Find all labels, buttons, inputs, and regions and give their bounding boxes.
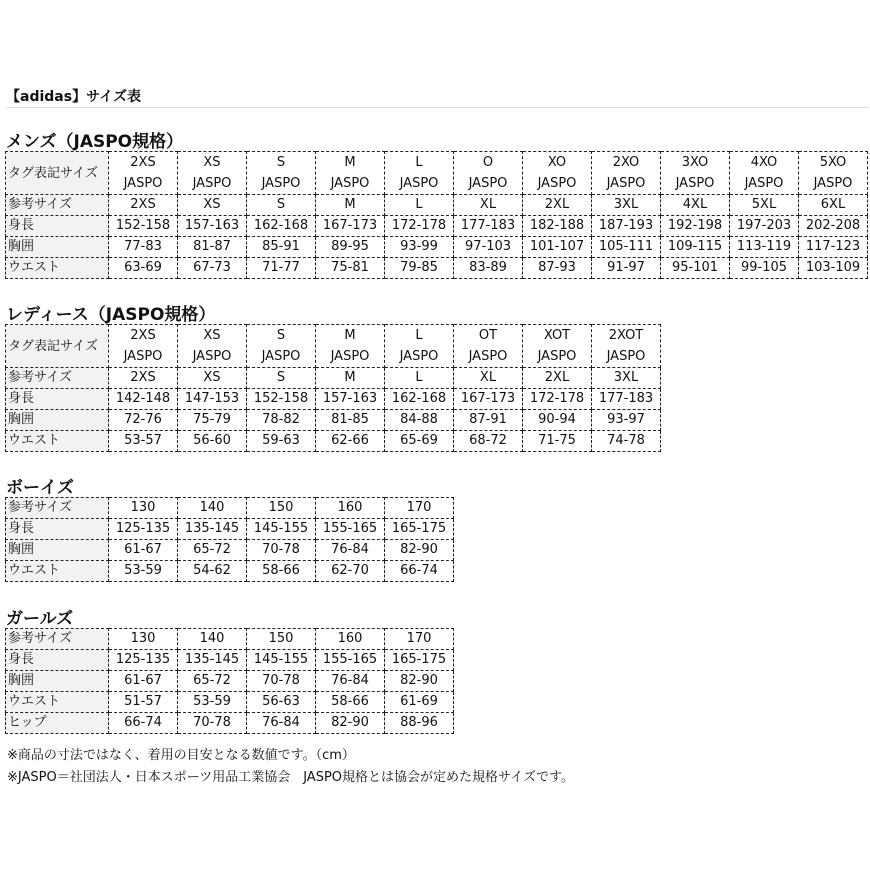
table-cell: 130: [109, 498, 178, 519]
table-cell: 170: [385, 498, 454, 519]
table-cell: 61-67: [109, 540, 178, 561]
table-cell: 61-69: [385, 692, 454, 713]
table-cell: 140: [178, 498, 247, 519]
tag-size-cell: [316, 152, 385, 195]
table-cell: 74-78: [592, 431, 661, 452]
table-cell: 157-163: [178, 216, 247, 237]
table-cell: 91-97: [592, 258, 661, 279]
tag-size-label: 2XO: [612, 155, 640, 170]
table-row: [6, 389, 661, 410]
tag-standard-label: JASPO: [261, 349, 301, 364]
tag-size-cell: [247, 152, 316, 195]
mens-section-title: メンズ（JASPO規格）: [6, 132, 184, 152]
table-cell: 56-63: [247, 692, 316, 713]
table-cell: 76-84: [316, 540, 385, 561]
table-cell: 117-123: [799, 237, 868, 258]
tag-size-cell: [109, 325, 178, 368]
table-cell: 177-183: [592, 389, 661, 410]
mens-size-table: [5, 151, 868, 279]
table-cell: L: [385, 195, 454, 216]
table-cell: 72-76: [109, 410, 178, 431]
tag-size-label: O: [482, 155, 494, 170]
table-cell: 109-115: [661, 237, 730, 258]
table-row: [6, 258, 868, 279]
row-label: 身長: [6, 216, 109, 237]
table-row-tag-size: [6, 152, 868, 195]
table-cell: 93-99: [385, 237, 454, 258]
table-cell: M: [316, 368, 385, 389]
table-cell: 150: [247, 629, 316, 650]
tag-standard-label: JASPO: [399, 176, 439, 191]
table-cell: 162-168: [385, 389, 454, 410]
row-label: 胸囲: [6, 237, 109, 258]
table-cell: 165-175: [385, 519, 454, 540]
table-cell: 61-67: [109, 671, 178, 692]
tag-size-label: 2XS: [130, 155, 156, 170]
table-cell: 145-155: [247, 650, 316, 671]
row-label: 参考サイズ: [6, 195, 109, 216]
table-cell: 65-72: [178, 540, 247, 561]
table-cell: 70-78: [247, 540, 316, 561]
table-cell: 75-79: [178, 410, 247, 431]
title-divider: [6, 107, 868, 108]
page-title: 【adidas】サイズ表: [6, 89, 141, 105]
table-cell: 68-72: [454, 431, 523, 452]
table-cell: 152-158: [247, 389, 316, 410]
table-cell: 79-85: [385, 258, 454, 279]
footnote-measurement: ※商品の寸法ではなく、着用の目安となる数値です。（cm）: [7, 748, 355, 763]
table-cell: 88-96: [385, 713, 454, 734]
boys-size-table: [5, 497, 454, 582]
table-cell: 51-57: [109, 692, 178, 713]
table-cell: 187-193: [592, 216, 661, 237]
table-cell: 3XL: [592, 195, 661, 216]
tag-standard-label: JASPO: [606, 349, 646, 364]
row-label: 胸囲: [6, 540, 109, 561]
tag-standard-label: JASPO: [330, 176, 370, 191]
table-cell: 105-111: [592, 237, 661, 258]
tag-standard-label: JASPO: [675, 176, 715, 191]
tag-size-cell: [454, 152, 523, 195]
tag-standard-label: JASPO: [744, 176, 784, 191]
tag-size-label: XO: [547, 155, 567, 170]
row-label: 胸囲: [6, 410, 109, 431]
row-label: 身長: [6, 519, 109, 540]
row-label: 胸囲: [6, 671, 109, 692]
table-cell: 70-78: [247, 671, 316, 692]
tag-size-label: XS: [203, 155, 221, 170]
table-cell: 89-95: [316, 237, 385, 258]
table-cell: 53-59: [178, 692, 247, 713]
tag-size-cell: [523, 325, 592, 368]
tag-size-cell: [178, 325, 247, 368]
table-cell: 170: [385, 629, 454, 650]
table-cell: XS: [178, 368, 247, 389]
table-cell: 82-90: [316, 713, 385, 734]
row-label: ウエスト: [6, 431, 109, 452]
table-row: [6, 540, 454, 561]
tag-size-cell: [454, 325, 523, 368]
table-row-tag-size: [6, 325, 661, 368]
tag-standard-label: JASPO: [537, 349, 577, 364]
table-cell: 2XS: [109, 195, 178, 216]
table-cell: 155-165: [316, 650, 385, 671]
tag-standard-label: JASPO: [330, 349, 370, 364]
table-cell: 71-75: [523, 431, 592, 452]
table-cell: 58-66: [247, 561, 316, 582]
row-label: ウエスト: [6, 692, 109, 713]
footnote-jaspo: ※JASPO＝社団法人・日本スポーツ用品工業協会 JASPO規格とは協会が定めた規格サイズです。: [7, 770, 574, 785]
tag-size-label: 5XO: [819, 155, 847, 170]
table-cell: 177-183: [454, 216, 523, 237]
row-label: 身長: [6, 389, 109, 410]
ladies-size-table: [5, 324, 661, 452]
tag-size-cell: [799, 152, 868, 195]
table-cell: 140: [178, 629, 247, 650]
tag-size-cell: [385, 152, 454, 195]
table-cell: L: [385, 368, 454, 389]
table-cell: 59-63: [247, 431, 316, 452]
tag-size-cell: [247, 325, 316, 368]
tag-size-cell: [592, 325, 661, 368]
tag-standard-label: JASPO: [192, 176, 232, 191]
table-cell: 77-83: [109, 237, 178, 258]
tag-standard-label: JASPO: [261, 176, 301, 191]
table-cell: M: [316, 195, 385, 216]
table-cell: S: [247, 368, 316, 389]
tag-size-label: 2XS: [130, 328, 156, 343]
table-cell: 66-74: [385, 561, 454, 582]
table-cell: 172-178: [385, 216, 454, 237]
table-cell: 99-105: [730, 258, 799, 279]
tag-size-label: 3XO: [681, 155, 709, 170]
tag-standard-label: JASPO: [123, 349, 163, 364]
row-label: ウエスト: [6, 258, 109, 279]
table-row: [6, 713, 454, 734]
table-cell: 125-135: [109, 519, 178, 540]
tag-size-label: L: [415, 155, 423, 170]
table-cell: 62-66: [316, 431, 385, 452]
table-cell: 90-94: [523, 410, 592, 431]
table-row: [6, 650, 454, 671]
table-cell: 93-97: [592, 410, 661, 431]
tag-size-cell: [316, 325, 385, 368]
ladies-section-title: レディース（JASPO規格）: [6, 305, 216, 325]
table-cell: 53-59: [109, 561, 178, 582]
table-row: [6, 629, 454, 650]
table-cell: 71-77: [247, 258, 316, 279]
table-cell: 58-66: [316, 692, 385, 713]
table-row: [6, 237, 868, 258]
table-row: [6, 410, 661, 431]
row-label: 身長: [6, 650, 109, 671]
table-row: [6, 195, 868, 216]
table-cell: 152-158: [109, 216, 178, 237]
table-cell: 65-69: [385, 431, 454, 452]
table-cell: 182-188: [523, 216, 592, 237]
table-cell: 82-90: [385, 671, 454, 692]
table-cell: 157-163: [316, 389, 385, 410]
table-cell: S: [247, 195, 316, 216]
table-cell: 62-70: [316, 561, 385, 582]
table-cell: 192-198: [661, 216, 730, 237]
table-cell: XS: [178, 195, 247, 216]
table-cell: 197-203: [730, 216, 799, 237]
table-cell: 167-173: [454, 389, 523, 410]
row-label: 参考サイズ: [6, 368, 109, 389]
row-label: タグ表記サイズ: [6, 152, 109, 195]
table-cell: 87-93: [523, 258, 592, 279]
tag-standard-label: JASPO: [399, 349, 439, 364]
girls-section-title: ガールズ: [6, 609, 74, 629]
table-cell: 81-87: [178, 237, 247, 258]
tag-size-label: XOT: [543, 328, 571, 343]
tag-size-label: S: [276, 328, 286, 343]
table-row: [6, 519, 454, 540]
tag-standard-label: JASPO: [537, 176, 577, 191]
table-cell: 172-178: [523, 389, 592, 410]
row-label: ウエスト: [6, 561, 109, 582]
table-cell: 87-91: [454, 410, 523, 431]
row-label: タグ表記サイズ: [6, 325, 109, 368]
table-cell: 165-175: [385, 650, 454, 671]
row-label: ヒップ: [6, 713, 109, 734]
table-cell: 76-84: [316, 671, 385, 692]
table-cell: 4XL: [661, 195, 730, 216]
table-row: [6, 671, 454, 692]
tag-size-cell: [661, 152, 730, 195]
table-cell: 53-57: [109, 431, 178, 452]
table-cell: 82-90: [385, 540, 454, 561]
table-cell: 84-88: [385, 410, 454, 431]
table-cell: 54-62: [178, 561, 247, 582]
tag-size-label: M: [344, 155, 356, 170]
table-cell: 66-74: [109, 713, 178, 734]
table-cell: 97-103: [454, 237, 523, 258]
tag-standard-label: JASPO: [468, 176, 508, 191]
table-cell: 70-78: [178, 713, 247, 734]
table-cell: 160: [316, 498, 385, 519]
table-cell: 2XL: [523, 195, 592, 216]
table-row: [6, 561, 454, 582]
tag-standard-label: JASPO: [813, 176, 853, 191]
table-cell: 78-82: [247, 410, 316, 431]
table-cell: 83-89: [454, 258, 523, 279]
table-cell: 135-145: [178, 650, 247, 671]
tag-size-label: 4XO: [750, 155, 778, 170]
table-cell: 101-107: [523, 237, 592, 258]
table-cell: 135-145: [178, 519, 247, 540]
tag-size-cell: [730, 152, 799, 195]
table-cell: 155-165: [316, 519, 385, 540]
table-cell: 160: [316, 629, 385, 650]
row-label: 参考サイズ: [6, 498, 109, 519]
table-cell: 56-60: [178, 431, 247, 452]
table-cell: 95-101: [661, 258, 730, 279]
table-cell: 113-119: [730, 237, 799, 258]
table-cell: XL: [454, 368, 523, 389]
tag-size-label: M: [344, 328, 356, 343]
tag-size-label: 2XOT: [608, 328, 644, 343]
tag-size-cell: [385, 325, 454, 368]
table-cell: 202-208: [799, 216, 868, 237]
table-cell: 81-85: [316, 410, 385, 431]
table-cell: 142-148: [109, 389, 178, 410]
girls-size-table: [5, 628, 454, 734]
tag-size-label: XS: [203, 328, 221, 343]
table-cell: 67-73: [178, 258, 247, 279]
table-cell: 3XL: [592, 368, 661, 389]
table-cell: 76-84: [247, 713, 316, 734]
table-row: [6, 431, 661, 452]
table-row: [6, 498, 454, 519]
table-cell: 150: [247, 498, 316, 519]
tag-standard-label: JASPO: [468, 349, 508, 364]
tag-standard-label: JASPO: [192, 349, 232, 364]
table-cell: 5XL: [730, 195, 799, 216]
tag-size-label: S: [276, 155, 286, 170]
table-cell: 162-168: [247, 216, 316, 237]
table-cell: 167-173: [316, 216, 385, 237]
table-cell: 2XL: [523, 368, 592, 389]
tag-size-cell: [523, 152, 592, 195]
table-cell: 147-153: [178, 389, 247, 410]
tag-size-label: OT: [478, 328, 498, 343]
boys-section-title: ボーイズ: [6, 478, 74, 498]
table-cell: XL: [454, 195, 523, 216]
table-row: [6, 216, 868, 237]
table-cell: 125-135: [109, 650, 178, 671]
tag-size-cell: [178, 152, 247, 195]
table-cell: 145-155: [247, 519, 316, 540]
table-cell: 65-72: [178, 671, 247, 692]
table-cell: 63-69: [109, 258, 178, 279]
table-cell: 2XS: [109, 368, 178, 389]
footnotes: [7, 745, 574, 789]
table-cell: 75-81: [316, 258, 385, 279]
tag-size-cell: [109, 152, 178, 195]
table-cell: 103-109: [799, 258, 868, 279]
table-cell: 130: [109, 629, 178, 650]
table-cell: 6XL: [799, 195, 868, 216]
tag-standard-label: JASPO: [606, 176, 646, 191]
tag-standard-label: JASPO: [123, 176, 163, 191]
table-cell: 85-91: [247, 237, 316, 258]
tag-size-cell: [592, 152, 661, 195]
tag-size-label: L: [415, 328, 423, 343]
table-row: [6, 692, 454, 713]
row-label: 参考サイズ: [6, 629, 109, 650]
table-row: [6, 368, 661, 389]
